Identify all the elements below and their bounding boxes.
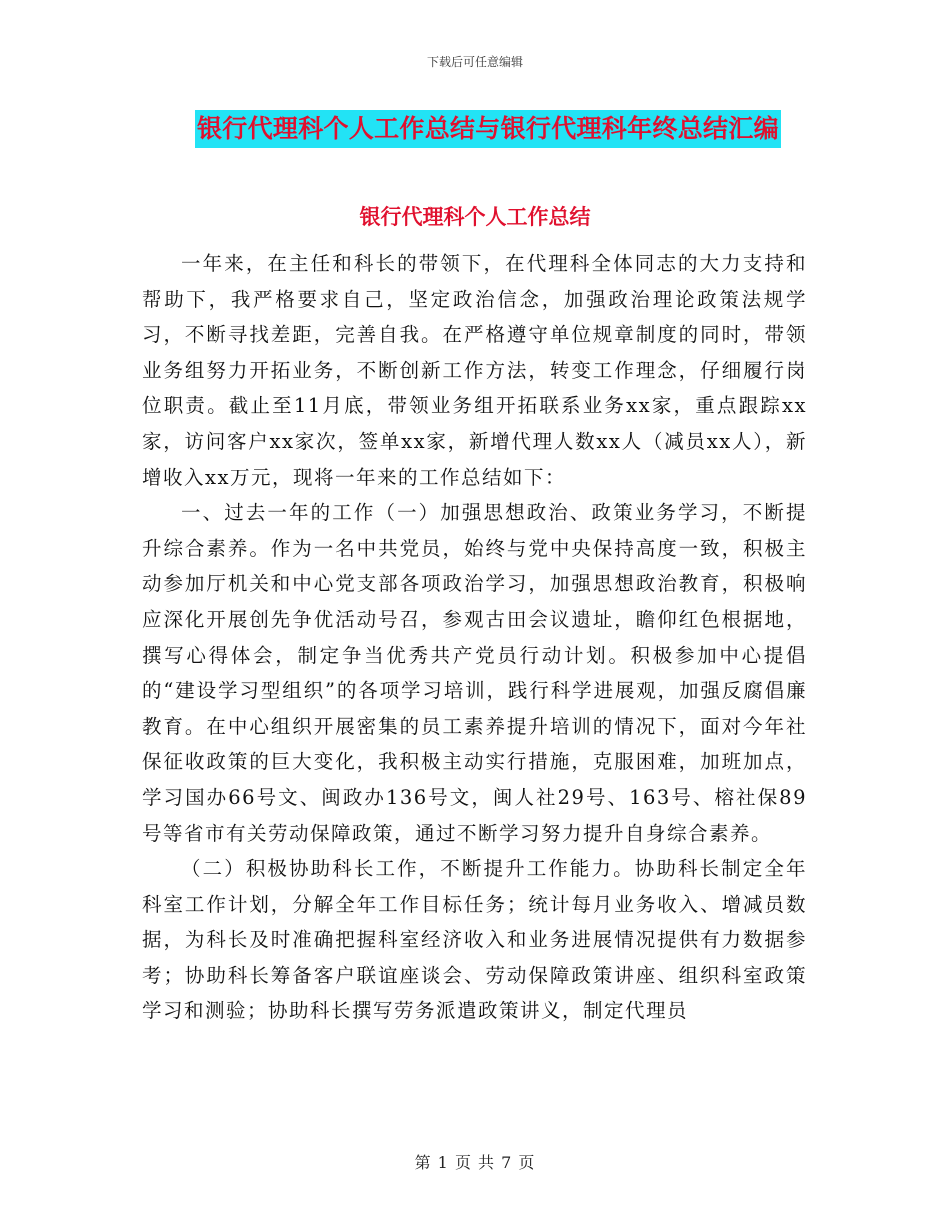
document-title: 银行代理科个人工作总结与银行代理科年终总结汇编	[195, 110, 781, 148]
paragraph-3: （二）积极协助科长工作，不断提升工作能力。协助科长制定全年科室工作计划，分解全年工作目标任务；统计每月业务收入、增减员数据，为科长及时准确把握科室经济收入和业务进展情况提供有力数据参考；协助科长筹备客户联谊座谈会、劳动保障政策讲座、组织科室政策学习和测验；协助科长撰写劳务派遣政策讲义，制定代理员	[142, 857, 807, 1023]
section-title: 银行代理科个人工作总结	[359, 205, 591, 229]
header-note: 下载后可任意编辑	[426, 55, 523, 69]
page-footer: 第 1 页 共 7 页	[414, 1153, 536, 1172]
paragraph-1: 一年来，在主任和科长的带领下，在代理科全体同志的大力支持和帮助下，我严格要求自己，坚定政治信念，加强政治理论政策法规学习，不断寻找差距，完善自我。在严格遵守单位规章制度的同时，带领业务组努力开拓业务，不断创新工作方法，转变工作理念，仔细履行岗位职责。截止至11月底，带领业务组开拓联系业务xx家，重点跟踪xx家，访问客户xx家次，签单xx家，新增代理人数xx人（减员xx人），新增收入xx万元，现将一年来的工作总结如下：	[142, 252, 807, 489]
document-body	[142, 246, 807, 1029]
paragraph-2: 一、过去一年的工作（一）加强思想政治、政策业务学习，不断提升综合素养。作为一名中共党员，始终与党中央保持高度一致，积极主动参加厅机关和中心党支部各项政治学习，加强思想政治教育，积极响应深化开展创先争优活动号召，参观古田会议遗址，瞻仰红色根据地，撰写心得体会，制定争当优秀共产党员行动计划。积极参加中心提倡的“建设学习型组织”的各项学习培训，践行科学进展观，加强反腐倡廉教育。在中心组织开展密集的员工素养提升培训的情况下，面对今年社保征收政策的巨大变化，我积极主动实行措施，克服困难，加班加点，学习国办66号文、闽政办136号文，闽人社29号、163号、榕社保89号等省市有关劳动保障政策，通过不断学习努力提升自身综合素养。	[142, 501, 807, 845]
document-title-block	[195, 110, 805, 148]
